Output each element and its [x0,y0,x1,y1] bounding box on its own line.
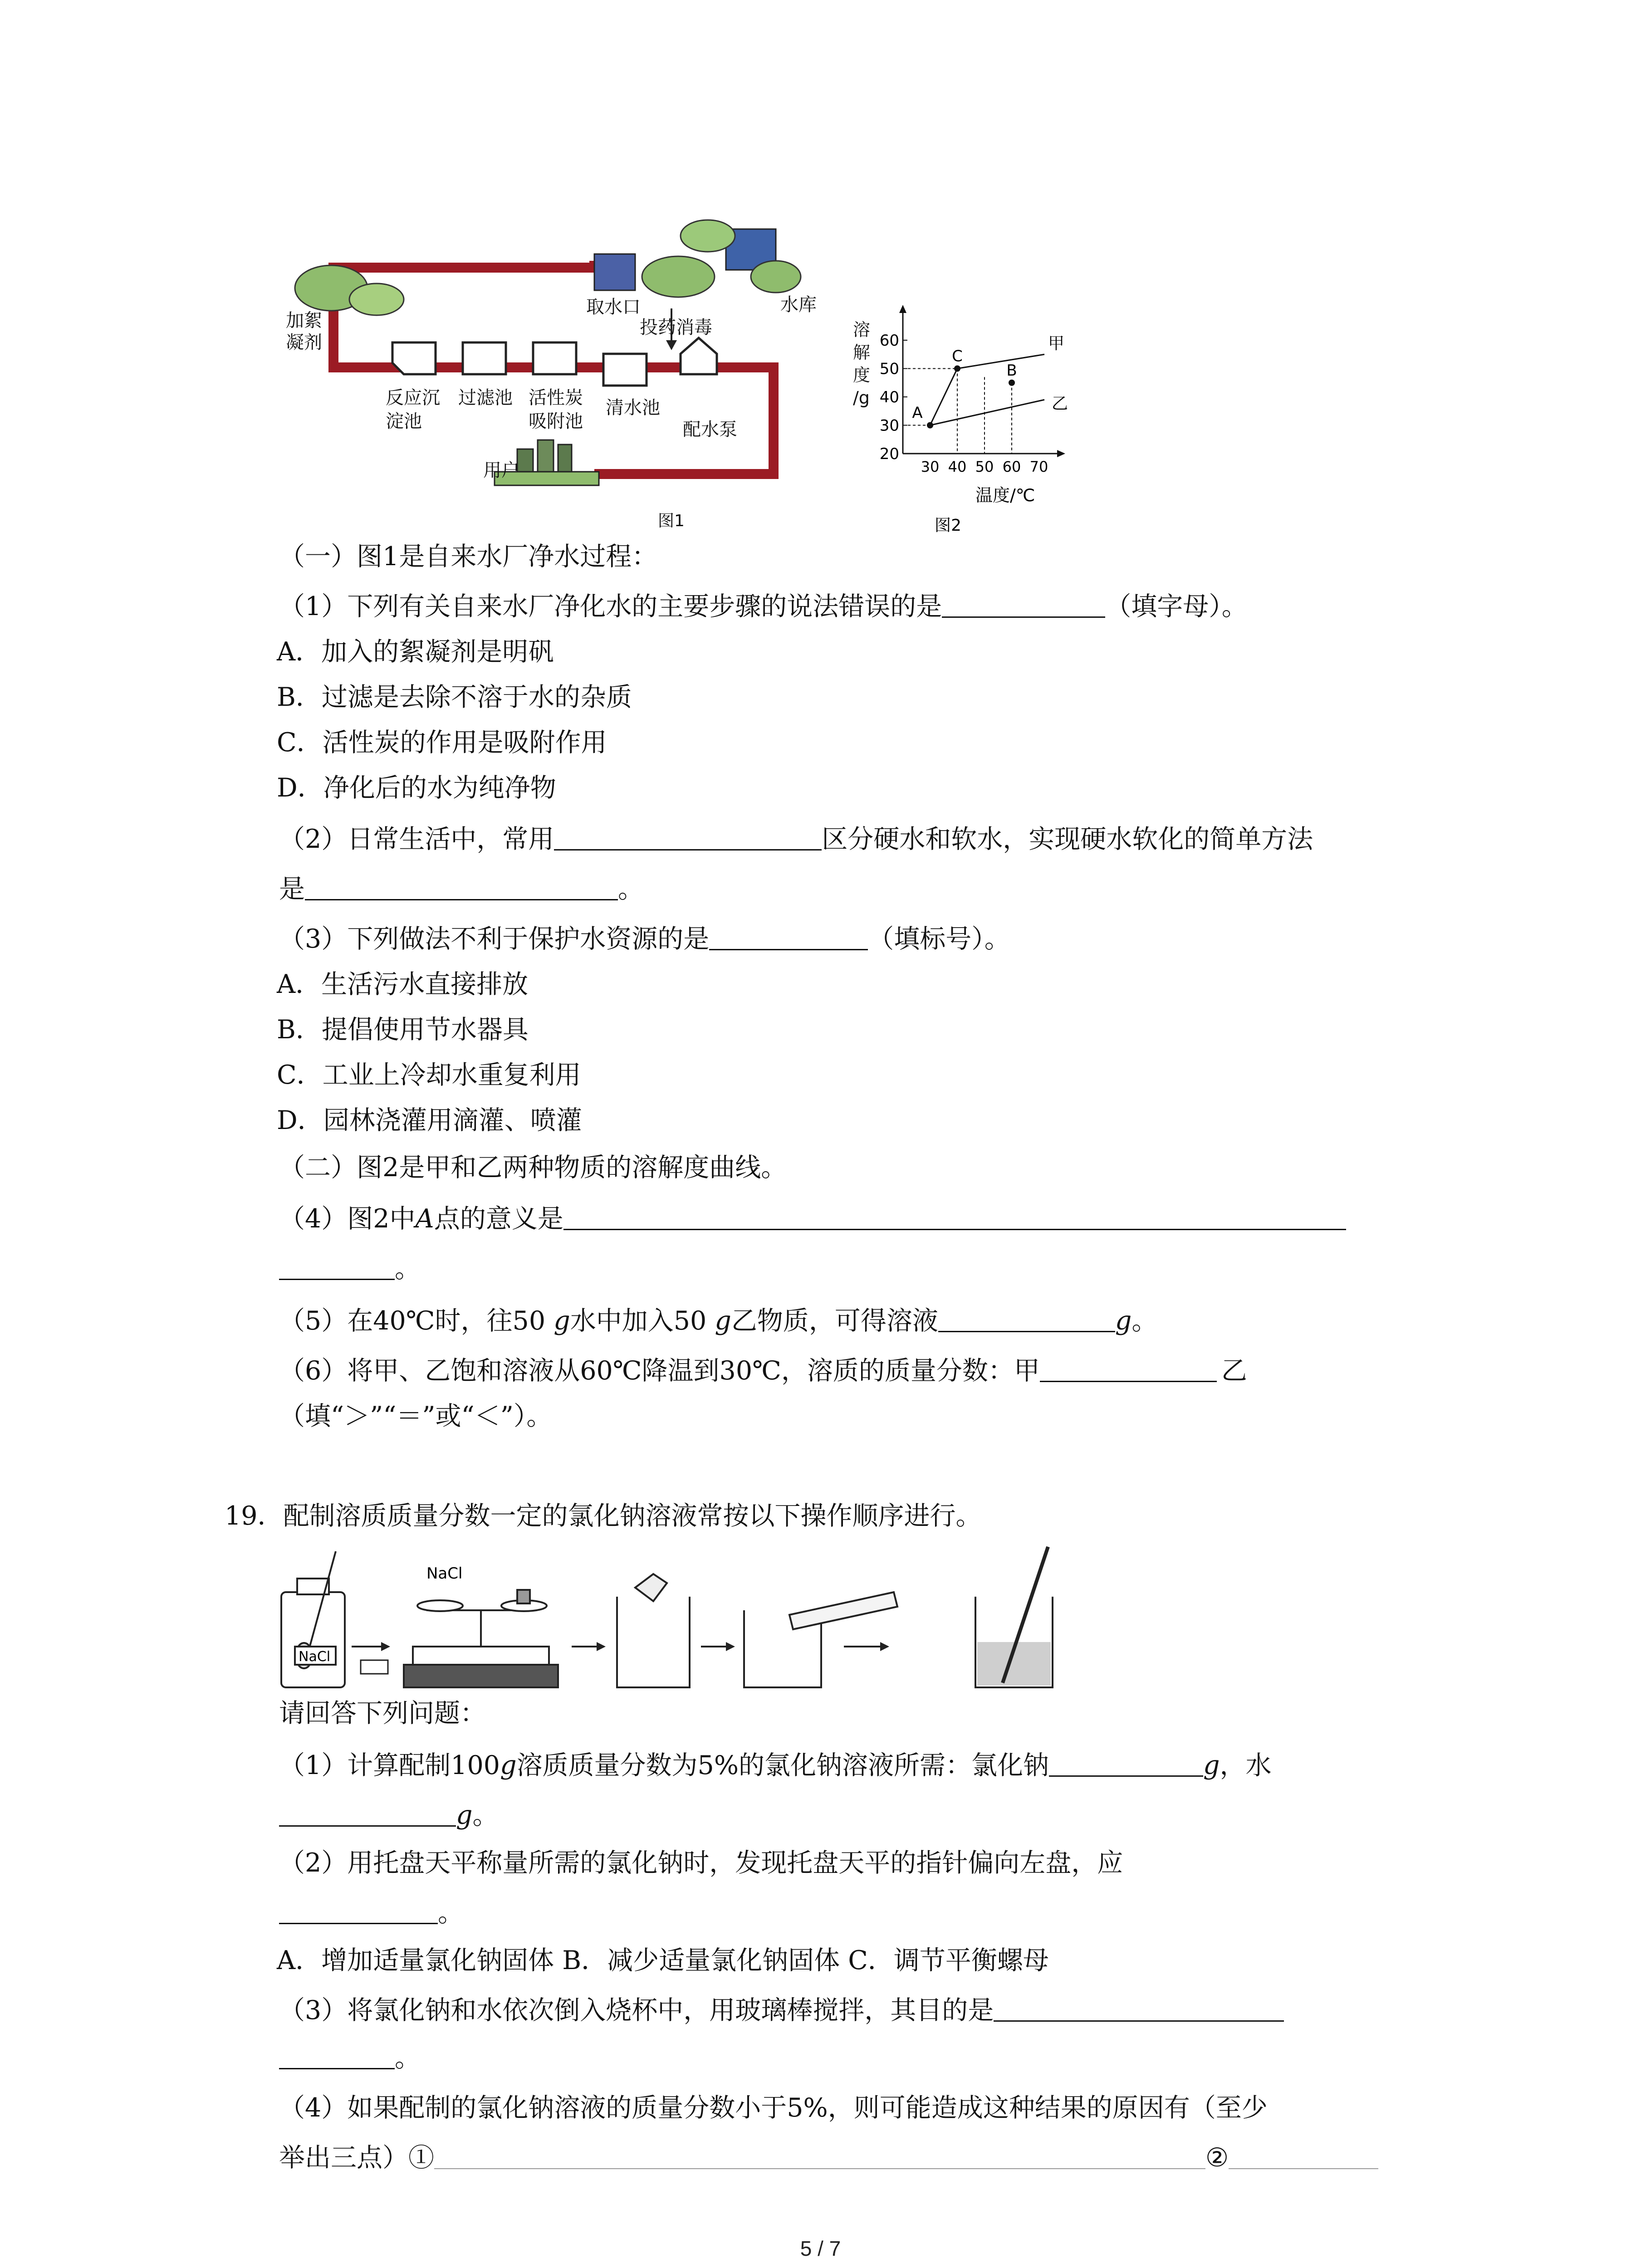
answer-blank-5[interactable] [563,1205,1346,1230]
question-2-text-b: 区分硬水和软水，实现硬水软化的简单方法 [822,824,1313,854]
question-5-text-a: （5）在40℃时，往50 [279,1306,554,1336]
question-5-end: 。 [1132,1306,1158,1336]
data-point-b [1009,380,1015,386]
question-19-1-text-b: 溶质质量分数为5%的氯化钠溶液所需：氯化钠 [516,1750,1049,1780]
question-19-4-text-b: ② [1205,2143,1229,2173]
label-carbon-2: 吸附池 [529,411,583,432]
unit-g-6: g [456,1800,473,1830]
question-2-text-a: （2）日常生活中，常用 [279,824,554,854]
series-line-yi [930,400,1044,425]
question-19-4: （4）如果配制的氯化钠溶液的质量分数小于5%，则可能造成这种结果的原因有（至少 [279,2093,1268,2123]
question-4-text-a: （4）图2中 [279,1204,416,1234]
question-5-text-b: 水中加入50 [570,1306,715,1336]
y-tick-label: 20 [879,445,899,463]
carbon-tank [533,342,576,374]
answer-blank-1[interactable] [942,593,1105,618]
question-19-4-text: 举出三点）① [279,2143,434,2173]
x-tick-label: 60 [1002,458,1021,475]
question-5 [279,1306,1157,1335]
xlabel: 温度/℃ [975,485,1035,505]
figure-2-solubility-chart [853,299,1089,540]
intake-box [594,254,635,290]
option-1b: B．过滤是去除不溶于水的杂质 [277,682,632,712]
question-2 [279,825,1313,854]
question-19-1-end: 。 [472,1800,499,1830]
tree-icon [295,265,404,315]
question-19-3 [279,1996,1284,2025]
point-label-a: A [912,404,923,422]
filter-tank [463,342,506,374]
unit-g-3: g [1115,1306,1132,1336]
point-a-label: A [415,1204,434,1234]
data-point-a [927,422,933,429]
balance-icon [404,1590,558,1687]
x-tick-label: 40 [948,458,967,475]
question-6 [279,1356,1247,1385]
label-user: 用户 [483,460,519,481]
label-filter: 过滤池 [458,387,513,408]
arrow-icon [572,1642,606,1651]
question-19-1-text-c: ，水 [1220,1750,1272,1780]
arrow-icon [352,1642,390,1651]
question-19-3-text: （3）将氯化钠和水依次倒入烧杯中，用玻璃棒搅拌，其目的是 [279,1995,994,2025]
option-3a: A．生活污水直接排放 [277,969,529,999]
arrow-icon [844,1642,889,1651]
question-3-hint: （填标号）。 [868,924,1010,954]
label-sedimentation-2: 淀池 [386,411,422,432]
option-3c: C．工业上冷却水重复利用 [277,1060,581,1090]
page-number: 5 / 7 [800,2237,841,2260]
answer-blank-12[interactable] [994,1997,1284,2022]
answer-blank-8[interactable] [1040,1357,1217,1382]
answer-blank-15[interactable] [1229,2145,1378,2169]
series-label-jia: 甲 [1048,334,1065,353]
question-2-cont [279,875,644,904]
sedimentation-tank [392,342,436,374]
figure-3-solution-steps [277,1542,1080,1692]
question-19-2: （2）用托盘天平称量所需的氯化钠时，发现托盘天平的指针偏向左盘，应 [279,1848,1123,1878]
pump-house [681,338,717,374]
question-4-text-b: 点的意义是 [434,1204,563,1234]
beaker-cylinder-icon [744,1592,897,1687]
question-19-2-end: 。 [438,1898,464,1928]
answer-blank-9[interactable] [1049,1752,1203,1777]
arrow-head-icon [666,340,677,350]
question-2-text-c: 是 [279,874,305,904]
unit-g-4: g [500,1750,517,1780]
question-6-text-b: 乙 [1221,1356,1247,1386]
ylabel-char-2: 解 [853,342,871,362]
question-19-2-cont [279,1898,464,1927]
option-1c: C．活性炭的作用是吸附作用 [277,728,607,758]
answer-blank-2[interactable] [554,826,822,850]
question-4-cont [279,1254,421,1283]
question-1-text: （1）下列有关自来水厂净化水的主要步骤的说法错误的是 [279,591,942,621]
label-clear: 清水池 [606,397,660,418]
question-1-hint: （填字母）。 [1105,591,1248,621]
section-2-heading: （二）图2是甲和乙两种物质的溶解度曲线。 [279,1153,787,1183]
label-coagulant: 加絮 [286,310,322,331]
question-19-prompt: 请回答下列问题： [279,1698,486,1728]
question-6-text-a: （6）将甲、乙饱和溶液从60℃降温到30℃，溶质的质量分数：甲 [279,1356,1040,1386]
balance-nacl-label: NaCl [426,1564,463,1583]
answer-blank-11[interactable] [279,1899,438,1924]
y-tick-label: 30 [879,416,899,435]
beaker-icon [617,1574,690,1687]
option-1d: D．净化后的水为纯净物 [277,773,556,803]
question-19-2-options: A．增加适量氯化钠固体 B．减少适量氯化钠固体 C．调节平衡螺母 [277,1945,1049,1975]
answer-blank-14[interactable] [434,2145,1205,2169]
question-4-end: 。 [395,1254,421,1284]
question-19-3-end: 。 [395,2043,421,2073]
question-19: 19．配制溶质质量分数一定的氯化钠溶液常按以下操作顺序进行。 [225,1501,982,1531]
answer-blank-7[interactable] [938,1307,1115,1332]
x-tick-label: 30 [921,458,940,475]
answer-blank-10[interactable] [279,1802,456,1827]
question-2-end: 。 [618,874,644,904]
x-axis-arrow-icon [1057,450,1065,457]
unit-g-1: g [554,1306,570,1336]
question-19-1 [279,1751,1272,1780]
question-6-hint: （填“＞”“＝”或“＜”）。 [279,1401,553,1431]
point-label-c: C [952,347,963,366]
question-19-3-cont [279,2043,421,2072]
tanks [392,338,717,386]
answer-blank-3[interactable] [305,875,618,900]
arrow-icon [701,1642,735,1651]
y-tick-label: 60 [879,332,899,350]
ylabel-char-1: 溶 [853,320,871,340]
label-pump: 配水泵 [683,419,737,440]
label-sedimentation-1: 反应沉 [386,387,440,408]
point-label-b: B [1006,361,1017,380]
label-reservoir: 水库 [780,294,817,315]
clear-tank [603,354,647,386]
stirring-beaker-icon [975,1547,1053,1687]
figure-1-caption: 图1 [658,512,685,530]
y-tick-label: 40 [879,388,899,406]
answer-blank-13[interactable] [279,2044,395,2069]
answer-blank-4[interactable] [709,925,868,950]
question-3-text: （3）下列做法不利于保护水资源的是 [279,924,710,954]
answer-blank-6[interactable] [279,1255,395,1280]
reservoir-icon [642,220,801,297]
figure-2-caption: 图2 [935,516,961,535]
label-carbon-1: 活性炭 [529,387,583,408]
question-19-1-cont [279,1801,499,1830]
question-4 [279,1204,1346,1233]
x-tick-label: 70 [1029,458,1048,475]
question-19-1-text-a: （1）计算配制100 [279,1750,500,1780]
question-3 [279,924,1010,953]
figure-1-water-treatment [281,218,844,535]
question-19-4-cont [279,2143,1378,2172]
x-tick-label: 50 [975,458,994,475]
option-1a: A．加入的絮凝剂是明矾 [277,637,554,667]
y-axis-arrow-icon [899,305,906,313]
series-label-yi: 乙 [1052,394,1068,413]
unit-g-5: g [1203,1750,1220,1780]
y-tick-label: 50 [879,360,899,378]
section-1-heading: （一）图1是自来水厂净水过程： [279,542,658,572]
series-line-jia [930,354,1044,425]
label-coagulant-2: 凝剂 [286,332,322,353]
ylabel-char-3: 度 [853,365,871,385]
label-intake: 取水口 [586,297,641,318]
option-3d: D．园林浇灌用滴灌、喷灌 [277,1105,582,1135]
unit-g-2: g [715,1306,731,1336]
label-disinfect: 投药消毒 [640,317,712,338]
question-5-text-c: 乙物质，可得溶液 [731,1306,938,1336]
option-3b: B．提倡使用节水器具 [277,1015,529,1045]
data-point-c [954,366,960,372]
bottle-label: NaCl [299,1649,331,1665]
question-1 [279,592,1248,621]
reagent-bottle-icon [281,1551,345,1687]
weighing-paper [361,1660,388,1674]
ylabel-char-4: /g [853,388,870,408]
